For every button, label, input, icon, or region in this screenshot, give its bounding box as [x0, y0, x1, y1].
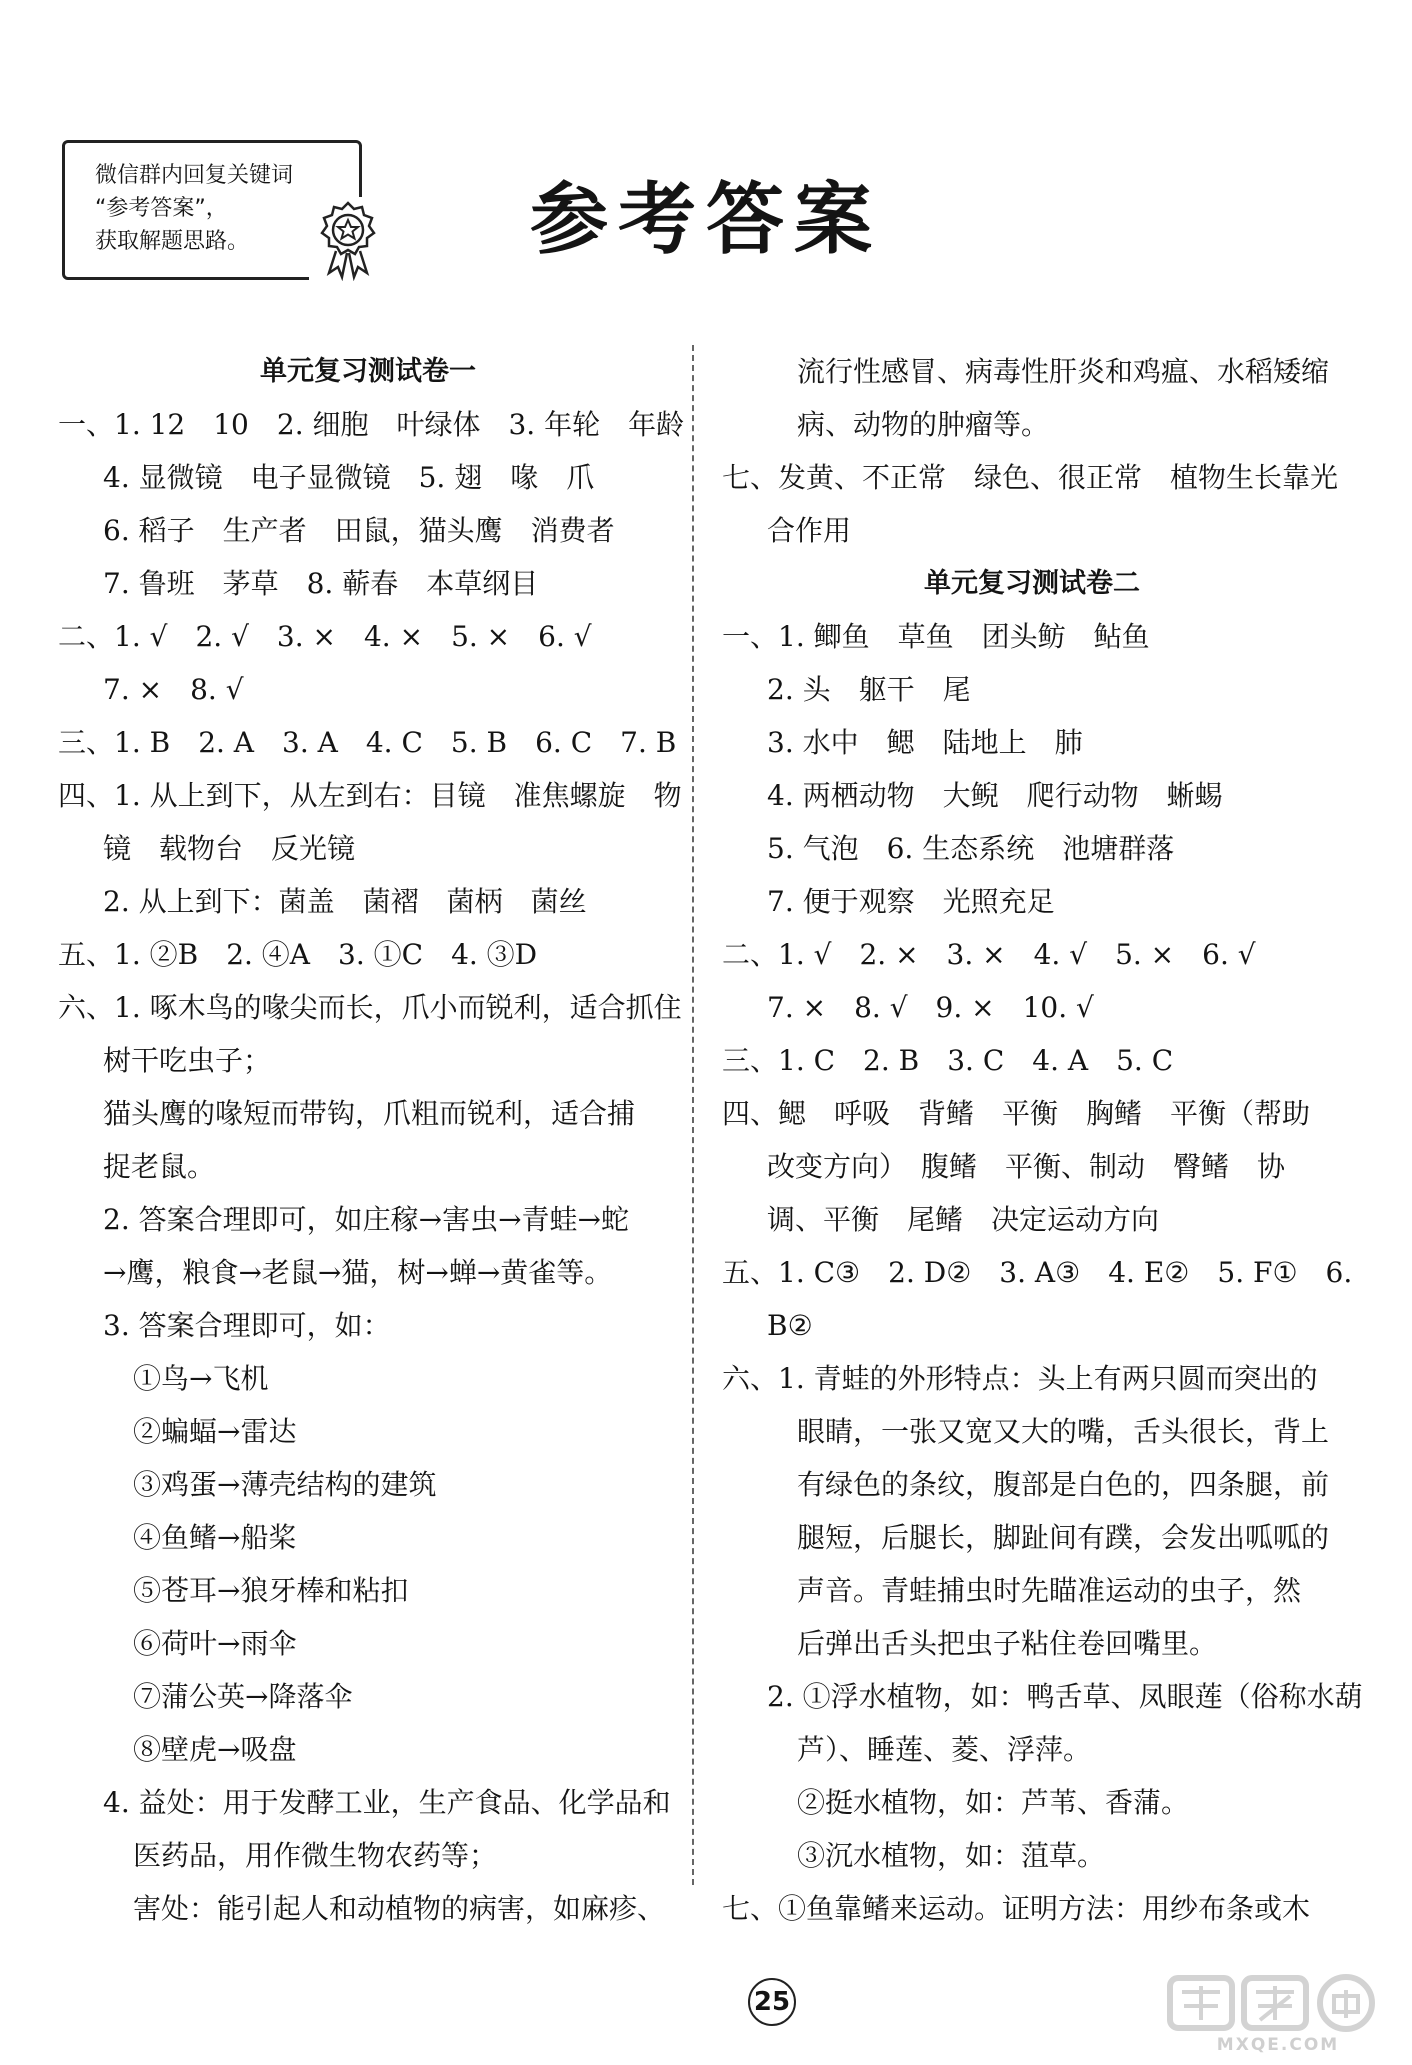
answer-line: 6. 稻子 生产者 田鼠，猫头鹰 消费者 — [103, 514, 615, 547]
answer-line: ③鸡蛋→薄壳结构的建筑 — [133, 1468, 437, 1501]
answer-line: 4. 益处：用于发酵工业，生产食品、化学品和 — [103, 1786, 671, 1819]
answer-line: 声音。青蛙捕虫时先瞄准运动的虫子，然 — [797, 1574, 1302, 1607]
answer-line: 眼睛，一张又宽又大的嘴，舌头很长，背上 — [797, 1415, 1330, 1448]
answer-line: 流行性感冒、病毒性肝炎和鸡瘟、水稻矮缩 — [797, 355, 1330, 388]
answer-line: 七、发黄、不正常 绿色、很正常 植物生长靠光 — [722, 461, 1339, 494]
answer-line: 芦）、睡莲、菱、浮萍。 — [797, 1733, 1092, 1766]
answer-line: 3. 答案合理即可，如： — [103, 1309, 391, 1342]
answer-line: 四、鳃 呼吸 背鳍 平衡 胸鳍 平衡（帮助 — [722, 1097, 1311, 1130]
answer-line: 二、1. √ 2. √ 3. × 4. × 5. × 6. √ — [58, 620, 592, 653]
answer-line: 树干吃虫子； — [103, 1044, 272, 1077]
answer-line: 2. ①浮水植物，如：鸭舌草、凤眼莲（俗称水葫 — [767, 1680, 1363, 1713]
answer-line: ⑥荷叶→雨伞 — [133, 1627, 297, 1660]
answer-line: ⑤苍耳→狼牙棒和粘扣 — [133, 1574, 409, 1607]
answer-line: 7. × 8. √ 9. × 10. √ — [767, 991, 1094, 1024]
answer-line: 猫头鹰的喙短而带钩，爪粗而锐利，适合捕 — [103, 1097, 636, 1130]
answer-line: 有绿色的条纹，腹部是白色的，四条腿，前 — [797, 1468, 1330, 1501]
answer-line: 2. 答案合理即可，如庄稼→害虫→青蛙→蛇 — [103, 1203, 629, 1236]
answer-line: ⑧壁虎→吸盘 — [133, 1733, 297, 1766]
answer-line: 3. 水中 鳃 陆地上 肺 — [767, 726, 1083, 759]
answer-line: 2. 头 躯干 尾 — [767, 673, 971, 706]
answer-line: 调、平衡 尾鳍 决定运动方向 — [767, 1203, 1160, 1236]
answer-line: ③沉水植物，如：菹草。 — [797, 1839, 1106, 1872]
answer-line: 合作用 — [767, 514, 852, 547]
answer-line: 七、①鱼靠鳍来运动。证明方法：用纱布条或木 — [722, 1892, 1311, 1925]
left-column — [58, 345, 685, 1935]
answer-line: 一、1. 鲫鱼 草鱼 团头鲂 鲇鱼 — [722, 620, 1150, 653]
answer-line: 六、1. 青蛙的外形特点：头上有两只圆而突出的 — [722, 1362, 1318, 1395]
answer-line: 四、1. 从上到下，从左到右：目镜 准焦螺旋 物 — [58, 779, 682, 812]
answer-line: B② — [767, 1309, 813, 1342]
answer-line: 捉老鼠。 — [103, 1150, 216, 1183]
answer-line: ②蝙蝠→雷达 — [133, 1415, 297, 1448]
page-title: 参考答案 — [529, 175, 882, 265]
answer-line: 病、动物的肿瘤等。 — [797, 408, 1050, 441]
svg-text:MXQE.COM: MXQE.COM — [1216, 2035, 1340, 2054]
answer-line: 五、1. ②B 2. ④A 3. ①C 4. ③D — [58, 938, 538, 971]
answer-line: 后弹出舌头把虫子粘住卷回嘴里。 — [797, 1627, 1218, 1660]
answer-line: ①鸟→飞机 — [133, 1362, 269, 1395]
answer-line: 5. 气泡 6. 生态系统 池塘群落 — [767, 832, 1175, 865]
answer-line: ④鱼鳍→船桨 — [133, 1521, 297, 1554]
section-heading: 单元复习测试卷一 — [260, 356, 476, 387]
column-divider — [692, 345, 694, 1885]
answer-line: 二、1. √ 2. × 3. × 4. √ 5. × 6. √ — [722, 938, 1256, 971]
hint-line-2: “参考答案”， — [95, 196, 228, 221]
section-heading: 单元复习测试卷二 — [924, 568, 1140, 599]
answer-line: 镜 载物台 反光镜 — [103, 832, 356, 865]
answer-line: 7. 鲁班 茅草 8. 蕲春 本草纲目 — [103, 567, 539, 600]
answer-line: 4. 两栖动物 大鲵 爬行动物 蜥蜴 — [767, 779, 1223, 812]
answer-line: 五、1. C③ 2. D② 3. A③ 4. E② 5. F① 6. — [722, 1256, 1353, 1289]
answer-line: 7. × 8. √ — [103, 673, 244, 706]
answer-line: 三、1. B 2. A 3. A 4. C 5. B 6. C 7. B — [58, 726, 677, 759]
answer-line: 医药品，用作微生物农药等； — [133, 1839, 498, 1872]
right-column — [722, 345, 1363, 1935]
page-number: 25 — [748, 1978, 796, 2026]
answer-line: ②挺水植物，如：芦苇、香蒲。 — [797, 1786, 1190, 1819]
answer-line: 六、1. 啄木鸟的喙尖而长，爪小而锐利，适合抓住 — [58, 991, 682, 1024]
answer-line: 改变方向） 腹鳍 平衡、制动 臀鳍 协 — [767, 1150, 1286, 1183]
hint-line-1: 微信群内回复关键词 — [95, 163, 294, 188]
answer-line: 三、1. C 2. B 3. C 4. A 5. C — [722, 1044, 1174, 1077]
hint-line-3: 获取解题思路。 — [95, 229, 250, 254]
answer-line: →鹰，粮食→老鼠→猫，树→蝉→黄雀等。 — [103, 1256, 613, 1289]
answer-line: 4. 显微镜 电子显微镜 5. 翅 喙 爪 — [103, 461, 595, 494]
answer-line: 一、1. 12 10 2. 细胞 叶绿体 3. 年轮 年龄 — [58, 408, 685, 441]
answer-line: 害处：能引起人和动植物的病害，如麻疹、 — [133, 1892, 666, 1925]
watermark-logo — [1162, 1972, 1394, 2054]
answer-line: 7. 便于观察 光照充足 — [767, 885, 1055, 918]
answer-line: ⑦蒲公英→降落伞 — [133, 1680, 353, 1713]
answer-line: 腿短，后腿长，脚趾间有蹼，会发出呱呱的 — [797, 1521, 1330, 1554]
answer-line: 2. 从上到下：菌盖 菌褶 菌柄 菌丝 — [103, 885, 587, 918]
